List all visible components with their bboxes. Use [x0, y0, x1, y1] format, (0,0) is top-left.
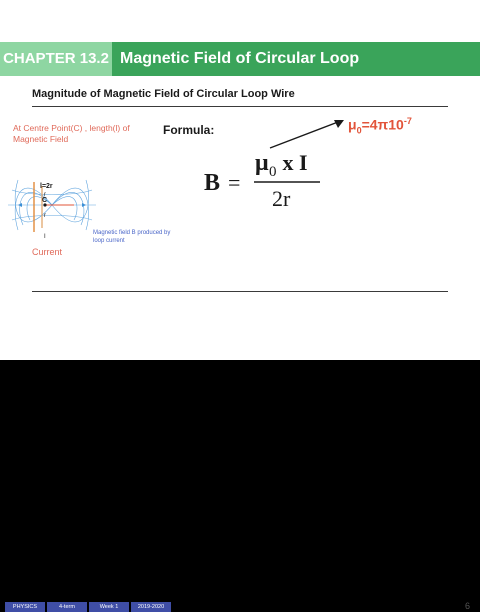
numerator-rest: x I [277, 150, 308, 175]
divider-top [32, 106, 448, 107]
chapter-badge [0, 42, 112, 76]
mu-symbol: μ [348, 116, 357, 133]
mu-value: =4π10 [361, 116, 404, 133]
footer-tag-week: Week 1 [89, 602, 129, 612]
mu-subscript: 0 [356, 125, 362, 136]
footer-tag-year: 2019-2020 [131, 602, 171, 612]
center-label: C [42, 197, 48, 204]
length-label: l=2r [40, 183, 53, 190]
numerator-sub: 0 [269, 164, 277, 180]
slide-title: Magnetic Field of Circular Loop [120, 50, 360, 67]
numerator-mu: μ [255, 150, 269, 176]
footer-tag-subject: PHYSICS [5, 602, 45, 612]
formula-lhs: B [204, 170, 221, 196]
footer-tag-term: 4-term [47, 602, 87, 612]
formula-equation [200, 140, 330, 220]
formula-label: Formula: [163, 123, 215, 137]
page-number: 6 [465, 601, 471, 611]
formula-equals: = [228, 170, 241, 195]
radius-label-bottom: r [44, 213, 46, 219]
field-caption: Magnetic field B produced by loop current [93, 230, 171, 244]
magnetic-field-diagram [8, 160, 96, 250]
slide-title-bar [112, 42, 480, 76]
footer-bar [0, 300, 480, 611]
current-symbol: I [44, 234, 46, 240]
radius-label-top: r [44, 192, 46, 198]
current-label: Current [32, 247, 63, 257]
section-heading: Magnitude of Magnetic Field of Circular Loop Wire [32, 88, 295, 100]
mu-constant [348, 116, 412, 135]
chapter-label: CHAPTER 13.2 [3, 50, 109, 67]
denominator: 2r [272, 186, 291, 211]
centre-description: At Centre Point(C) , length(l) of Magnetic Field [13, 123, 130, 144]
divider-bottom [32, 291, 448, 292]
mu-exponent: -7 [403, 116, 412, 126]
